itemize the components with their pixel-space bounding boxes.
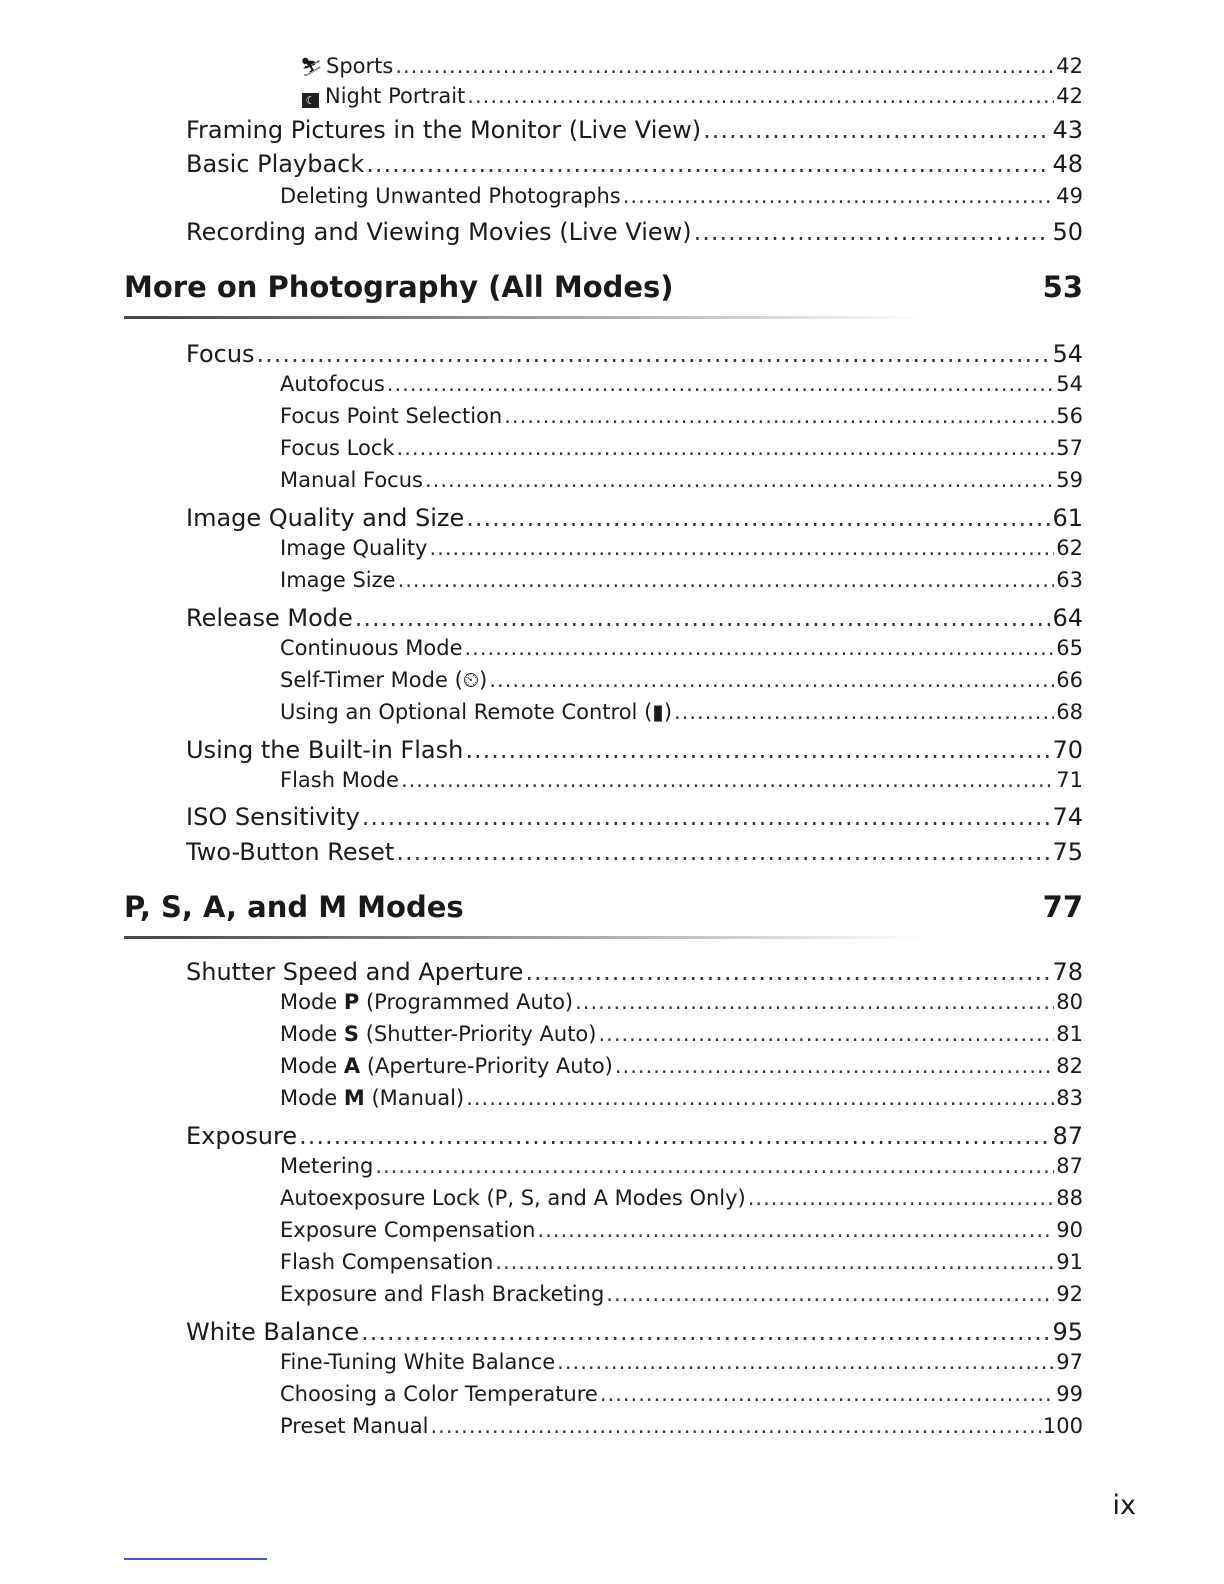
- toc-entry-focus[interactable]: Focus ..... 54: [186, 340, 1083, 368]
- page-ref: 78: [1052, 958, 1083, 986]
- toc-entry-image-size[interactable]: Image Size ..... 63: [280, 568, 1083, 592]
- toc-entry-flash-mode[interactable]: Flash Mode ..... 71: [280, 768, 1083, 792]
- section-page: 53: [1042, 270, 1083, 304]
- toc-entry-iso-sensitivity[interactable]: ISO Sensitivity ..... 74: [186, 803, 1083, 831]
- dot-leader: [465, 736, 1050, 764]
- page-ref: 64: [1052, 604, 1083, 632]
- page-ref: 74: [1052, 803, 1083, 831]
- toc-entry-bracketing[interactable]: Exposure and Flash Bracketing ..... 92: [280, 1282, 1083, 1306]
- toc-entry-exposure[interactable]: Exposure ..... 87: [186, 1122, 1083, 1150]
- toc-entry-exposure-compensation[interactable]: Exposure Compensation ..... 90: [280, 1218, 1083, 1242]
- dot-leader: [396, 838, 1050, 866]
- page-ref: 61: [1052, 504, 1083, 532]
- page-ref: 63: [1056, 568, 1083, 592]
- page-ref: 70: [1052, 736, 1083, 764]
- dot-leader: [615, 1054, 1054, 1078]
- toc-entry-continuous-mode[interactable]: Continuous Mode ..... 65: [280, 636, 1083, 660]
- dot-leader: [429, 536, 1054, 560]
- dot-leader: [575, 990, 1054, 1014]
- page-ref: 90: [1056, 1218, 1083, 1242]
- page-ref: 97: [1056, 1350, 1083, 1374]
- toc-entry-mode-m[interactable]: Mode M (Manual) ..... 83: [280, 1086, 1083, 1110]
- page-ref: 99: [1056, 1382, 1083, 1406]
- toc-entry-color-temperature[interactable]: Choosing a Color Temperature ..... 99: [280, 1382, 1083, 1406]
- page-ref: 91: [1056, 1250, 1083, 1274]
- page-ref: 50: [1052, 218, 1083, 246]
- page-ref: 81: [1056, 1022, 1083, 1046]
- toc-entry-ae-lock[interactable]: Autoexposure Lock (P, S, and A Modes Only) ..... 88: [280, 1186, 1083, 1210]
- page-ref: 54: [1056, 372, 1083, 396]
- page-ref: 80: [1056, 990, 1083, 1014]
- page-ref: 100: [1042, 1414, 1083, 1438]
- dot-leader: [703, 116, 1050, 144]
- toc-entry-deleting-photos[interactable]: Deleting Unwanted Photographs ..... 49: [280, 184, 1083, 208]
- dot-leader: [600, 1382, 1054, 1406]
- dot-leader: [387, 372, 1054, 396]
- section-heading-psam-modes[interactable]: [124, 890, 1083, 924]
- dot-leader: [466, 1086, 1054, 1110]
- dot-leader: [375, 1154, 1054, 1178]
- section-title: More on Photography (All Modes): [124, 270, 674, 304]
- toc-entry-focus-lock[interactable]: Focus Lock ..... 57: [280, 436, 1083, 460]
- page-ref: 68: [1056, 700, 1083, 724]
- dot-leader: [598, 1022, 1054, 1046]
- page-ref: 57: [1056, 436, 1083, 460]
- section-rule: [124, 936, 924, 939]
- dot-leader: [395, 54, 1054, 78]
- dot-leader: [504, 404, 1054, 428]
- dot-leader: [398, 568, 1055, 592]
- dot-leader: [537, 1218, 1054, 1242]
- page-ref: 49: [1056, 184, 1083, 208]
- page-ref: 83: [1056, 1086, 1083, 1110]
- page-ref: 62: [1056, 536, 1083, 560]
- page-number: ix: [1112, 1490, 1136, 1521]
- toc-entry-focus-point-selection[interactable]: Focus Point Selection ..... 56: [280, 404, 1083, 428]
- toc-entry-mode-s[interactable]: Mode S (Shutter-Priority Auto) ..... 81: [280, 1022, 1083, 1046]
- page-ref: 75: [1052, 838, 1083, 866]
- footer-rule: [124, 1558, 267, 1560]
- toc-entry-sports[interactable]: ⛷ Sports ..... 42: [300, 54, 1083, 78]
- dot-leader: [674, 700, 1054, 724]
- self-timer-icon: ⏲: [462, 668, 480, 692]
- toc-entry-basic-playback[interactable]: Basic Playback ..... 48: [186, 150, 1083, 178]
- toc-entry-manual-focus[interactable]: Manual Focus ..... 59: [280, 468, 1083, 492]
- dot-leader: [430, 1414, 1040, 1438]
- dot-leader: [361, 1318, 1050, 1346]
- page-ref: 66: [1056, 668, 1083, 692]
- toc-entry-white-balance[interactable]: White Balance ..... 95: [186, 1318, 1083, 1346]
- night-portrait-icon: ☾: [302, 93, 319, 108]
- page-ref: 48: [1052, 150, 1083, 178]
- dot-leader: [467, 84, 1054, 108]
- sports-icon: ⛷: [300, 57, 323, 78]
- dot-leader: [425, 468, 1054, 492]
- dot-leader: [694, 218, 1051, 246]
- toc-entry-framing-live-view[interactable]: Framing Pictures in the Monitor (Live View) ..... 43: [186, 116, 1083, 144]
- toc-entry-image-quality-size[interactable]: Image Quality and Size ..... 61: [186, 504, 1083, 532]
- dot-leader: [606, 1282, 1054, 1306]
- toc-entry-release-mode[interactable]: Release Mode ..... 64: [186, 604, 1083, 632]
- page-ref: 43: [1052, 116, 1083, 144]
- page-ref: 87: [1052, 1122, 1083, 1150]
- page-ref: 54: [1052, 340, 1083, 368]
- dot-leader: [557, 1350, 1054, 1374]
- toc-entry-flash-compensation[interactable]: Flash Compensation ..... 91: [280, 1250, 1083, 1274]
- page-ref: 56: [1056, 404, 1083, 428]
- toc-entry-mode-p[interactable]: Mode P (Programmed Auto) ..... 80: [280, 990, 1083, 1014]
- toc-entry-recording-movies[interactable]: Recording and Viewing Movies (Live View) ..... 50: [186, 218, 1083, 246]
- toc-entry-fine-tuning-wb[interactable]: Fine-Tuning White Balance ..... 97: [280, 1350, 1083, 1374]
- page-ref: 88: [1056, 1186, 1083, 1210]
- section-heading-more-on-photography[interactable]: [124, 270, 1083, 304]
- toc-entry-image-quality[interactable]: Image Quality ..... 62: [280, 536, 1083, 560]
- toc-entry-mode-a[interactable]: Mode A (Aperture-Priority Auto) ..... 82: [280, 1054, 1083, 1078]
- dot-leader: [748, 1186, 1055, 1210]
- dot-leader: [362, 803, 1051, 831]
- dot-leader: [489, 668, 1054, 692]
- dot-leader: [355, 604, 1051, 632]
- section-rule: [124, 316, 924, 319]
- toc-entry-built-in-flash[interactable]: Using the Built-in Flash ..... 70: [186, 736, 1083, 764]
- toc-entry-night-portrait[interactable]: ☾ Night Portrait ..... 42: [302, 84, 1083, 108]
- page-ref: 42: [1056, 84, 1083, 108]
- page-ref: 65: [1056, 636, 1083, 660]
- page-ref: 87: [1056, 1154, 1083, 1178]
- dot-leader: [495, 1250, 1054, 1274]
- page-ref: 71: [1056, 768, 1083, 792]
- dot-leader: [623, 184, 1055, 208]
- toc-entry-preset-manual[interactable]: Preset Manual ..... 100: [280, 1414, 1083, 1438]
- dot-leader: [299, 1122, 1050, 1150]
- toc-entry-self-timer[interactable]: Self-Timer Mode (⏲) ..... 66: [280, 668, 1083, 693]
- dot-leader: [397, 436, 1055, 460]
- dot-leader: [257, 340, 1051, 368]
- toc-entry-two-button-reset[interactable]: Two-Button Reset ..... 75: [186, 838, 1083, 866]
- toc-entry-remote-control[interactable]: Using an Optional Remote Control (▮) ..... 68: [280, 700, 1083, 724]
- toc-entry-metering[interactable]: Metering ..... 87: [280, 1154, 1083, 1178]
- dot-leader: [465, 636, 1055, 660]
- dot-leader: [366, 150, 1050, 178]
- page-ref: 95: [1052, 1318, 1083, 1346]
- section-title: P, S, A, and M Modes: [124, 890, 464, 924]
- page-ref: 92: [1056, 1282, 1083, 1306]
- section-page: 77: [1042, 890, 1083, 924]
- toc-entry-autofocus[interactable]: Autofocus ..... 54: [280, 372, 1083, 396]
- page-ref: 82: [1056, 1054, 1083, 1078]
- page-ref: 42: [1056, 54, 1083, 78]
- toc-entry-shutter-aperture[interactable]: Shutter Speed and Aperture ..... 78: [186, 958, 1083, 986]
- page-ref: 59: [1056, 468, 1083, 492]
- remote-control-icon: ▮: [652, 700, 664, 724]
- dot-leader: [525, 958, 1050, 986]
- dot-leader: [466, 504, 1050, 532]
- dot-leader: [401, 768, 1054, 792]
